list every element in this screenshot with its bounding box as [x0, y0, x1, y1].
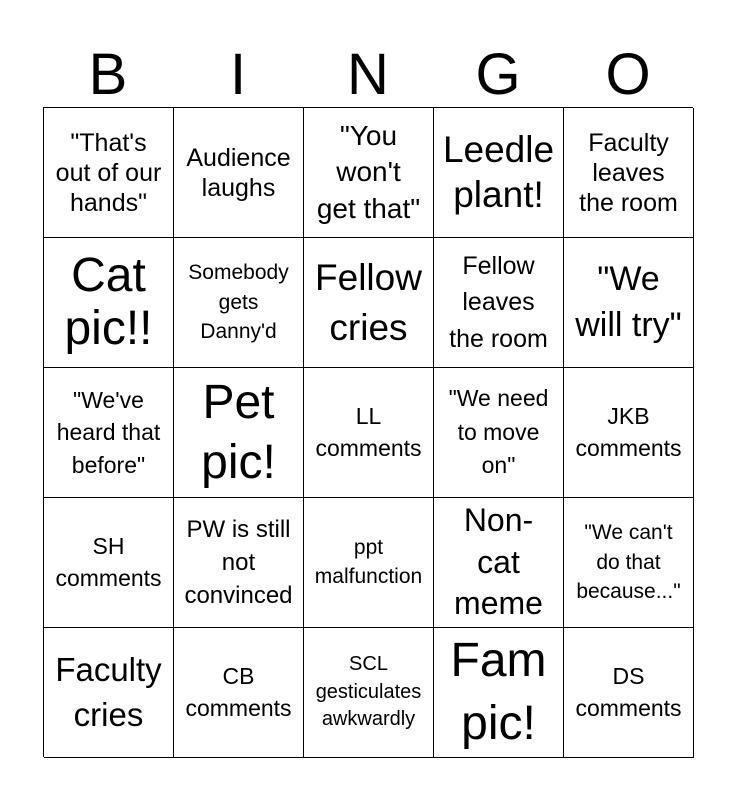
header-letter-o: O: [605, 42, 651, 107]
bingo-cell-r5-c3[interactable]: SCL gesticulates awkwardly: [304, 628, 434, 758]
bingo-cell-r5-c5[interactable]: DS comments: [564, 628, 694, 758]
header-letter-i: I: [229, 42, 247, 107]
bingo-cell-r4-c3[interactable]: ppt malfunction: [304, 498, 434, 628]
bingo-cell-r3-c3[interactable]: LL comments: [304, 368, 434, 498]
bingo-cell-r2-c2[interactable]: Somebody gets Danny'd: [174, 238, 304, 368]
bingo-cell-r2-c5[interactable]: "We will try": [564, 238, 694, 368]
bingo-cell-r2-c1[interactable]: Cat pic!!: [44, 238, 174, 368]
bingo-cell-r1-c2[interactable]: Audience laughs: [174, 108, 304, 238]
header-letter-n: N: [347, 42, 389, 107]
bingo-cell-r2-c3[interactable]: Fellow cries: [304, 238, 434, 368]
bingo-cell-r3-c5[interactable]: JKB comments: [564, 368, 694, 498]
bingo-cell-r4-c1[interactable]: SH comments: [44, 498, 174, 628]
bingo-cell-r1-c1[interactable]: "That's out of our hands": [44, 108, 174, 238]
bingo-cell-r4-c2[interactable]: PW is still not convinced: [174, 498, 304, 628]
bingo-cell-r3-c2[interactable]: Pet pic!: [174, 368, 304, 498]
bingo-cell-r2-c4[interactable]: Fellow leaves the room: [434, 238, 564, 368]
bingo-cell-r3-c4[interactable]: "We need to move on": [434, 368, 564, 498]
bingo-cell-r1-c4[interactable]: Leedle plant!: [434, 108, 564, 238]
bingo-cell-r1-c3[interactable]: "You won't get that": [304, 108, 434, 238]
bingo-board: [43, 107, 693, 757]
bingo-cell-r5-c4[interactable]: Fam pic!: [434, 628, 564, 758]
bingo-cell-r5-c1[interactable]: Faculty cries: [44, 628, 174, 758]
bingo-cell-r4-c4[interactable]: Non- cat meme: [434, 498, 564, 628]
header-letter-b: B: [88, 42, 128, 107]
bingo-cell-r4-c5[interactable]: "We can't do that because...": [564, 498, 694, 628]
bingo-cell-r5-c2[interactable]: CB comments: [174, 628, 304, 758]
bingo-cell-r1-c5[interactable]: Faculty leaves the room: [564, 108, 694, 238]
bingo-header: [43, 40, 693, 108]
bingo-cell-r3-c1[interactable]: "We've heard that before": [44, 368, 174, 498]
header-letter-g: G: [475, 42, 521, 107]
